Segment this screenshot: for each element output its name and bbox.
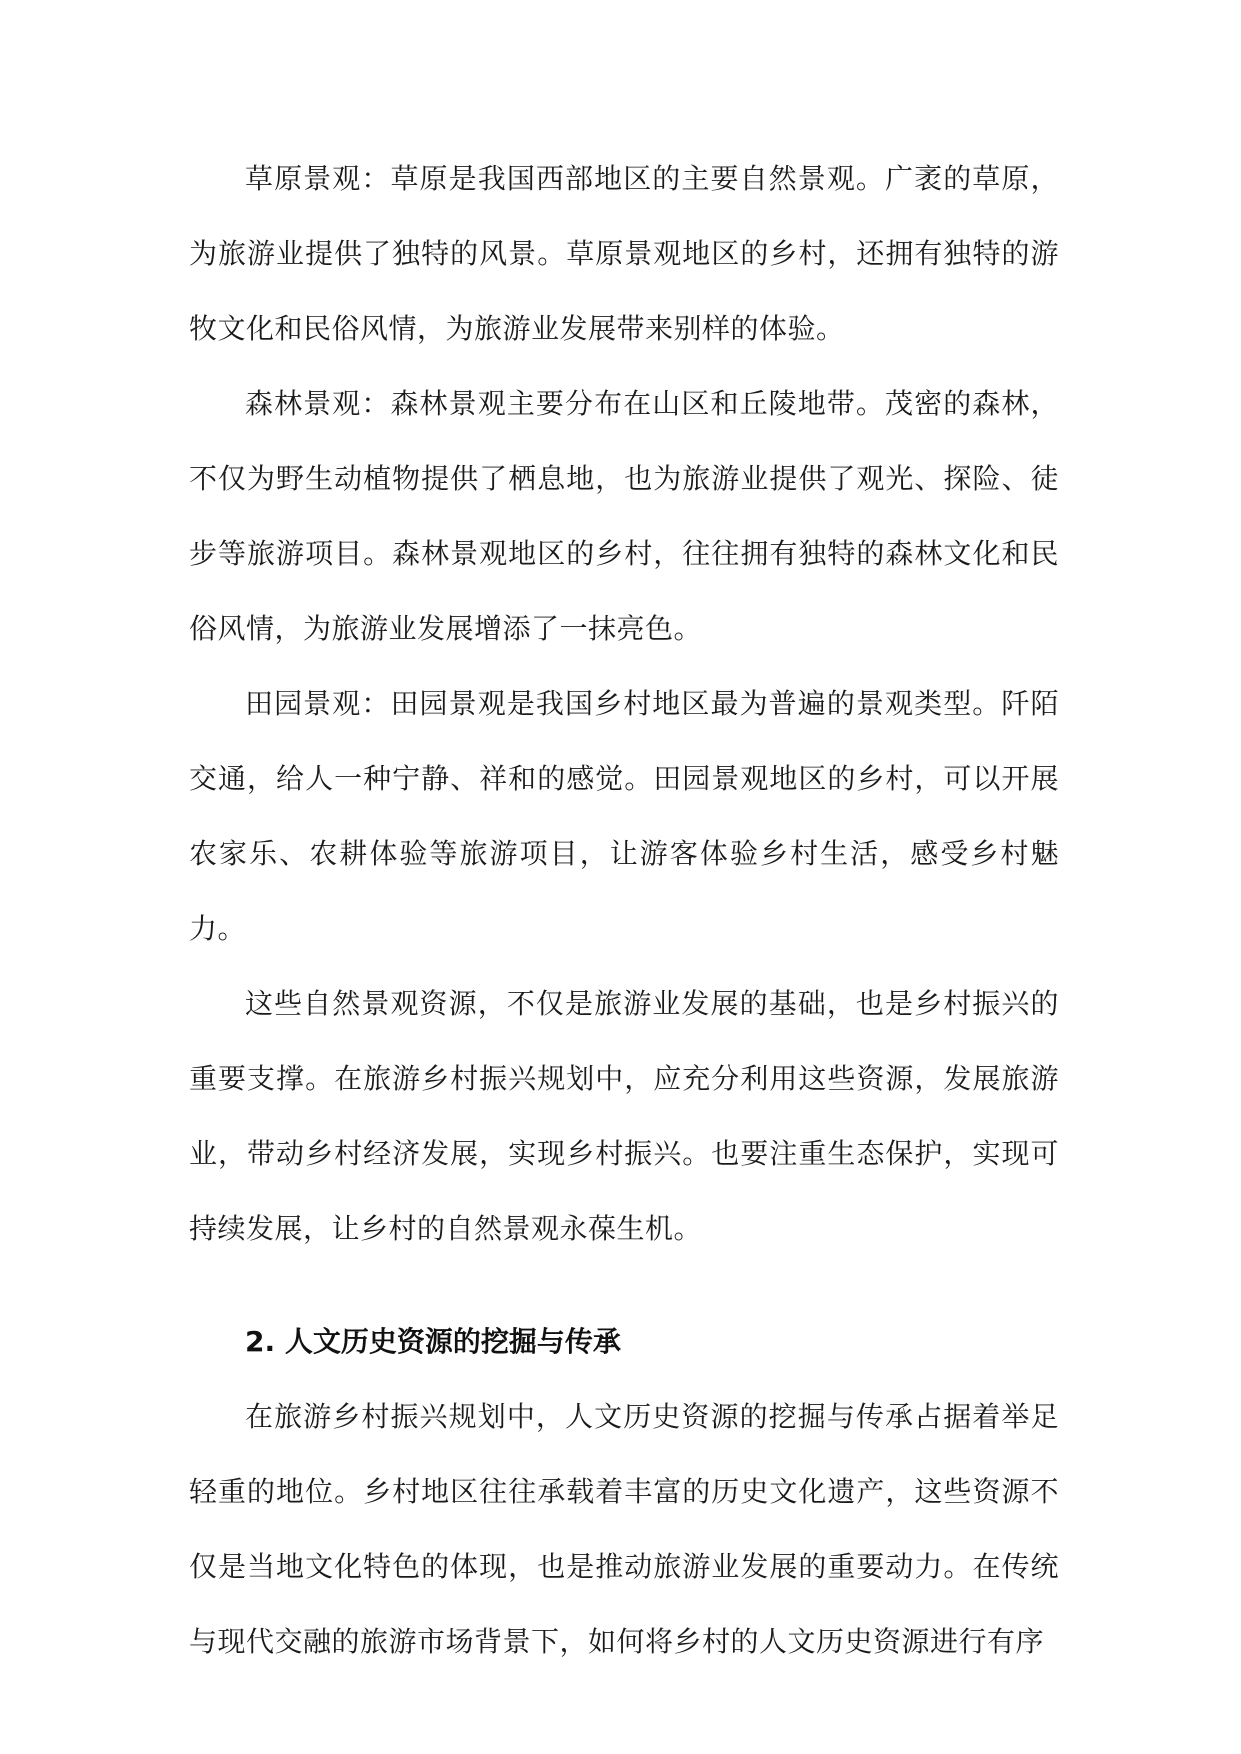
document-body <box>189 141 1059 1679</box>
section-heading: 2. 人文历史资源的挖掘与传承 <box>245 1325 621 1358</box>
paragraph-cultural-resources: 在旅游乡村振兴规划中，人文历史资源的挖掘与传承占据着举足轻重的地位。乡村地区往往承载着丰富的历史文化遗产，这些资源不仅是当地文化特色的体现，也是推动旅游业发展的重要动力。在传统与现代交融的旅游市场背景下，如何将乡村的人文历史资源进行有序 <box>189 1400 1059 1658</box>
paragraph-pastoral: 田园景观：田园景观是我国乡村地区最为普遍的景观类型。阡陌交通，给人一种宁静、祥和的感觉。田园景观地区的乡村，可以开展农家乐、农耕体验等旅游项目，让游客体验乡村生活，感受乡村魅力。 <box>189 687 1059 945</box>
paragraph-summary: 这些自然景观资源，不仅是旅游业发展的基础，也是乡村振兴的重要支撑。在旅游乡村振兴规划中，应充分利用这些资源，发展旅游业，带动乡村经济发展，实现乡村振兴。也要注重生态保护，实现可持续发展，让乡村的自然景观永葆生机。 <box>189 987 1059 1245</box>
paragraph-forest: 森林景观：森林景观主要分布在山区和丘陵地带。茂密的森林，不仅为野生动植物提供了栖息地，也为旅游业提供了观光、探险、徒步等旅游项目。森林景观地区的乡村，往往拥有独特的森林文化和民俗风情，为旅游业发展增添了一抹亮色。 <box>189 387 1059 645</box>
paragraph-grassland: 草原景观：草原是我国西部地区的主要自然景观。广袤的草原，为旅游业提供了独特的风景。草原景观地区的乡村，还拥有独特的游牧文化和民俗风情，为旅游业发展带来别样的体验。 <box>189 162 1059 345</box>
